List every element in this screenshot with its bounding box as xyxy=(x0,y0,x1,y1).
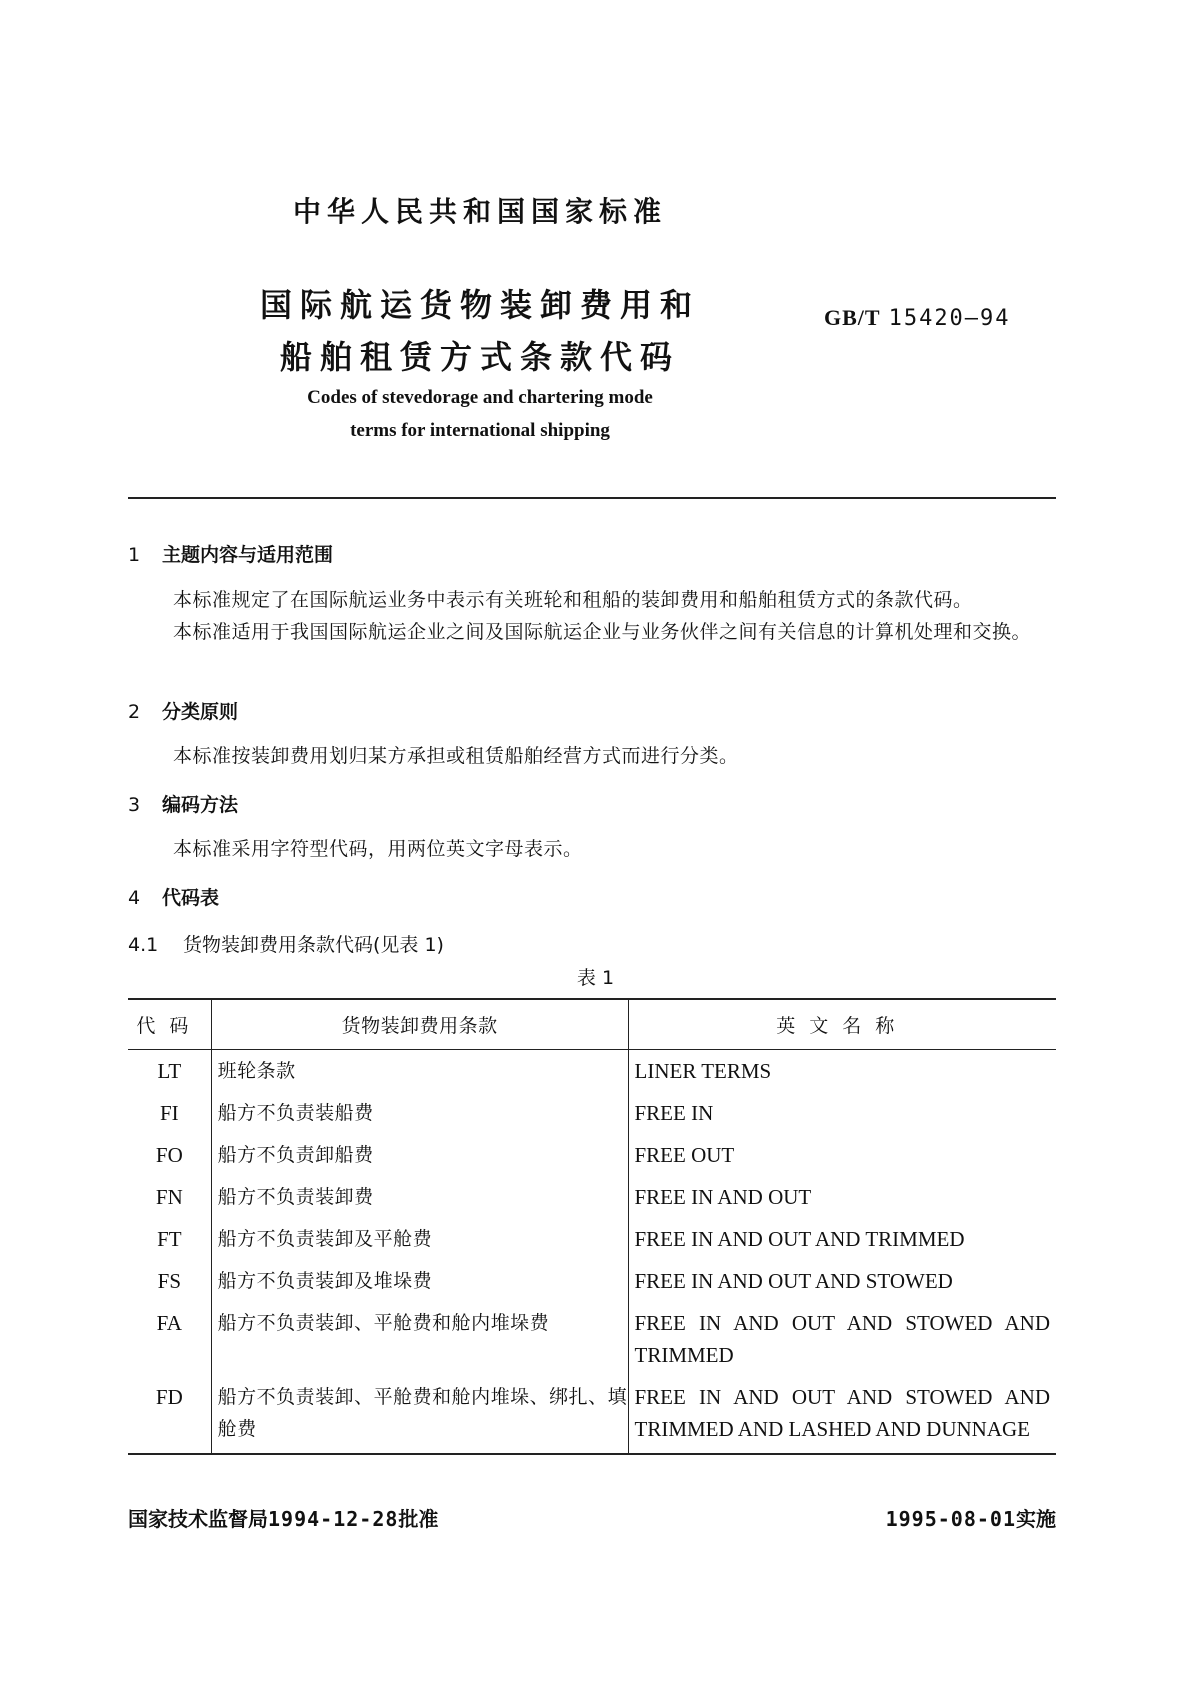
section-3-paragraph-1: 本标准采用字符型代码，用两位英文字母表示。 xyxy=(173,838,583,860)
table-header-row xyxy=(128,999,1056,1049)
table-row xyxy=(128,1218,1056,1260)
section-2-paragraph-1: 本标准按装卸费用划归某方承担或租赁船舶经营方式而进行分类。 xyxy=(173,745,739,767)
subsection-number: 4.1 xyxy=(128,934,159,956)
code-cell: FA xyxy=(128,1302,211,1376)
section-4-heading xyxy=(128,883,219,910)
header-en-name: 英文名称 xyxy=(628,999,1056,1049)
approval-org: 国家技术监督局 xyxy=(128,1507,268,1531)
standard-code xyxy=(824,305,1011,331)
en-name-cell: FREE IN AND OUT AND STOWED AND TRIMMED xyxy=(634,1310,1050,1367)
section-1-paragraph-2: 本标准适用于我国国际航运企业之间及国际航运企业与业务伙伴之间有关信息的计算机处理和交换。 xyxy=(173,621,1032,643)
implementation-date: 1995-08-01 xyxy=(885,1507,1016,1531)
table-row xyxy=(128,1376,1056,1454)
subsection-title: 货物装卸费用条款代码(见表 1) xyxy=(183,934,444,956)
cn-term-cell: 船方不负责装船费 xyxy=(211,1092,628,1134)
code-cell: FO xyxy=(128,1134,211,1176)
code-table xyxy=(128,998,1056,1455)
section-title: 代码表 xyxy=(162,887,220,909)
code-cell: FN xyxy=(128,1176,211,1218)
section-2-heading xyxy=(128,697,238,724)
approval-date: 1994-12-28 xyxy=(268,1507,399,1531)
table-caption: 表 1 xyxy=(576,967,615,989)
section-1-heading xyxy=(128,540,333,567)
implementation-suffix: 实施 xyxy=(1016,1507,1056,1531)
en-name-cell: FREE OUT xyxy=(634,1142,735,1167)
code-cell: FI xyxy=(128,1092,211,1134)
en-name-cell: LINER TERMS xyxy=(634,1058,772,1083)
standard-prefix: GB/T xyxy=(824,305,881,330)
section-number: 4 xyxy=(128,887,141,909)
table-row xyxy=(128,1092,1056,1134)
table-row xyxy=(128,1134,1056,1176)
header-cn-term: 货物装卸费用条款 xyxy=(211,999,628,1049)
section-number: 2 xyxy=(128,701,141,723)
national-standard-heading: 中华人民共和国国家标准 xyxy=(292,195,667,228)
document-title-line1: 国际航运货物装卸费用和 xyxy=(259,286,700,324)
section-title: 编码方法 xyxy=(162,794,239,816)
table-row xyxy=(128,1302,1056,1376)
cn-term-cell: 船方不负责装卸、平舱费和舱内堆垛费 xyxy=(211,1302,628,1376)
section-1-paragraph-1: 本标准规定了在国际航运业务中表示有关班轮和租船的装卸费用和船舶租赁方式的条款代码。 xyxy=(173,589,973,611)
header-code: 代码 xyxy=(128,999,211,1049)
cn-term-cell: 船方不负责装卸及堆垛费 xyxy=(211,1260,628,1302)
document-title-line2: 船舶租赁方式条款代码 xyxy=(279,338,680,376)
en-name-cell: FREE IN AND OUT AND STOWED xyxy=(634,1268,953,1293)
approval-suffix: 批准 xyxy=(398,1507,439,1531)
en-name-cell: FREE IN AND OUT AND STOWED AND TRIMMED AND LASHED AND DUNNAGE xyxy=(628,1376,1056,1454)
table-row xyxy=(128,1049,1056,1092)
cn-term-cell: 船方不负责卸船费 xyxy=(211,1134,628,1176)
table-row xyxy=(128,1176,1056,1218)
cn-term-cell: 船方不负责装卸及平舱费 xyxy=(211,1218,628,1260)
standard-number: 15420—94 xyxy=(888,306,1011,331)
code-cell: FS xyxy=(128,1260,211,1302)
en-name-cell: FREE IN AND OUT AND TRIMMED xyxy=(634,1226,965,1251)
section-title: 分类原则 xyxy=(162,701,239,723)
cn-term-cell: 船方不负责装卸、平舱费和舱内堆垛、绑扎、填舱费 xyxy=(211,1376,628,1454)
english-title-line2: terms for international shipping xyxy=(350,420,610,441)
cn-term-cell: 班轮条款 xyxy=(211,1049,628,1092)
section-number: 3 xyxy=(128,794,141,816)
code-cell: FD xyxy=(128,1376,211,1454)
section-number: 1 xyxy=(128,544,141,566)
subsection-4-1-heading xyxy=(128,930,444,957)
table-row xyxy=(128,1260,1056,1302)
header-divider xyxy=(128,497,1056,499)
english-title-line1: Codes of stevedorage and chartering mode xyxy=(307,387,653,408)
en-name-cell: FREE IN xyxy=(634,1100,714,1125)
implementation-info xyxy=(886,1503,1056,1532)
section-3-heading xyxy=(128,790,238,817)
approval-info xyxy=(128,1503,438,1532)
cn-term-cell: 船方不负责装卸费 xyxy=(211,1176,628,1218)
code-cell: FT xyxy=(128,1218,211,1260)
en-name-cell: FREE IN AND OUT xyxy=(634,1184,812,1209)
section-title: 主题内容与适用范围 xyxy=(162,544,334,566)
code-cell: LT xyxy=(128,1049,211,1092)
